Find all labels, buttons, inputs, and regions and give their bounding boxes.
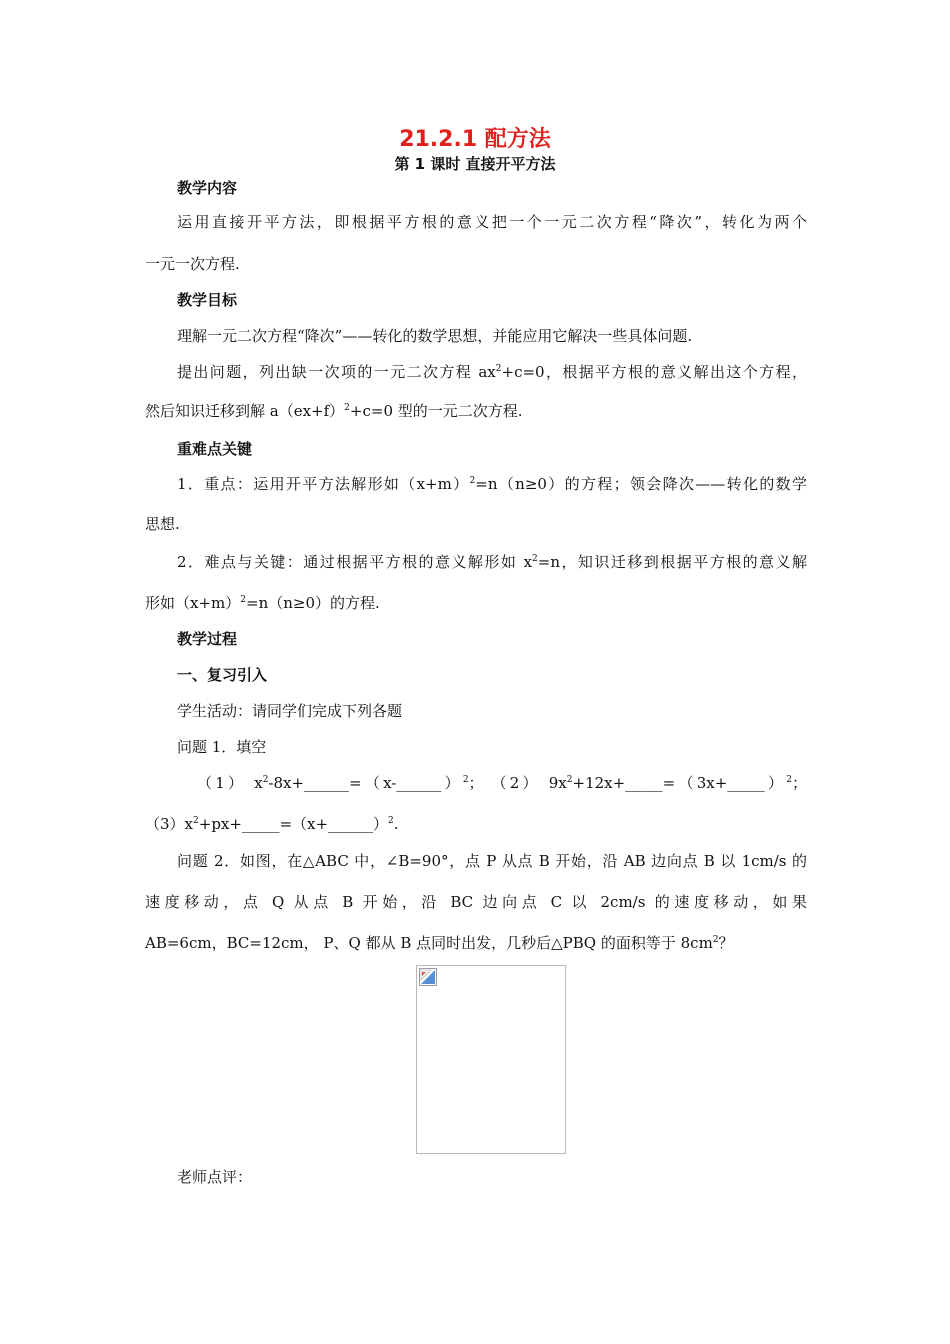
- section-heading-goals: 教学目标: [177, 291, 238, 309]
- section-heading-content: 教学内容: [177, 179, 238, 197]
- section-heading-process: 教学过程: [177, 630, 238, 648]
- paragraph: 学生活动：请同学们完成下列各题: [177, 702, 403, 720]
- fill-in-line-1: （1） $x^2-8x+\_\_\_\_\_\_=(x-\_\_\_\_\_\_)^2$； （2） $9x^2+12x+\_\_\_\_\_=(3x+\_\_\_\_\_)^2$；: [197, 774, 807, 792]
- paragraph: 一元一次方程.: [145, 255, 240, 273]
- question-2-text: 问题 2．如图，在△ABC 中，∠B=90°，点 P 从点 B 开始，沿 AB 边向点 B 以 1cm/s 的: [177, 852, 807, 870]
- paragraph: 1．重点：运用开平方法解形如$(x+m)^2=n(n\ge 0)$的方程；领会降次——转化的数学: [177, 475, 807, 493]
- page-title: 21.2.1 配方法: [399, 127, 551, 152]
- subsection-heading-review: 一、复习引入: [177, 666, 268, 684]
- paragraph: 理解一元二次方程“降次”——转化的数学思想，并能应用它解决一些具体问题.: [177, 327, 693, 345]
- question-2-text: AB=6cm，BC=12cm， P、Q 都从 B 点同时出发，几秒后△PBQ 的面积等于 $8cm^2$？: [145, 934, 734, 952]
- triangle-figure-placeholder: [416, 965, 566, 1154]
- page-subtitle: 第 1 课时 直接开平方法: [394, 155, 556, 173]
- question-1-label: 问题 1．填空: [177, 738, 267, 756]
- broken-image-icon: [419, 968, 437, 986]
- paragraph: 然后知识迁移到解 $a(ex+f)^2+c=0$ 型的一元二次方程.: [145, 402, 523, 420]
- teacher-comment-label: 老师点评：: [177, 1168, 253, 1186]
- fill-in-line-2: $(3)x^2+px+\_\_\_\_\_=(x+\_\_\_\_\_\_)^2$.: [145, 815, 399, 833]
- paragraph: 形如$(x+m)^2=n(n\ge 0)$的方程.: [145, 594, 380, 612]
- paragraph: 思想.: [145, 515, 180, 533]
- paragraph: 提出问题，列出缺一次项的一元二次方程 $ax^2+c=0$，根据平方根的意义解出这个方程，: [177, 363, 807, 381]
- paragraph: 运用直接开平方法，即根据平方根的意义把一个一元二次方程“降次”，转化为两个: [177, 213, 807, 231]
- section-heading-key-points: 重难点关键: [177, 440, 253, 458]
- question-2-text: 速度移动，点 Q 从点 B 开始，沿 BC 边向点 C 以 2cm/s 的速度移动，如果: [145, 893, 807, 911]
- paragraph: 2．难点与关键：通过根据平方根的意义解形如 $x^2=n$，知识迁移到根据平方根的意义解: [177, 553, 807, 571]
